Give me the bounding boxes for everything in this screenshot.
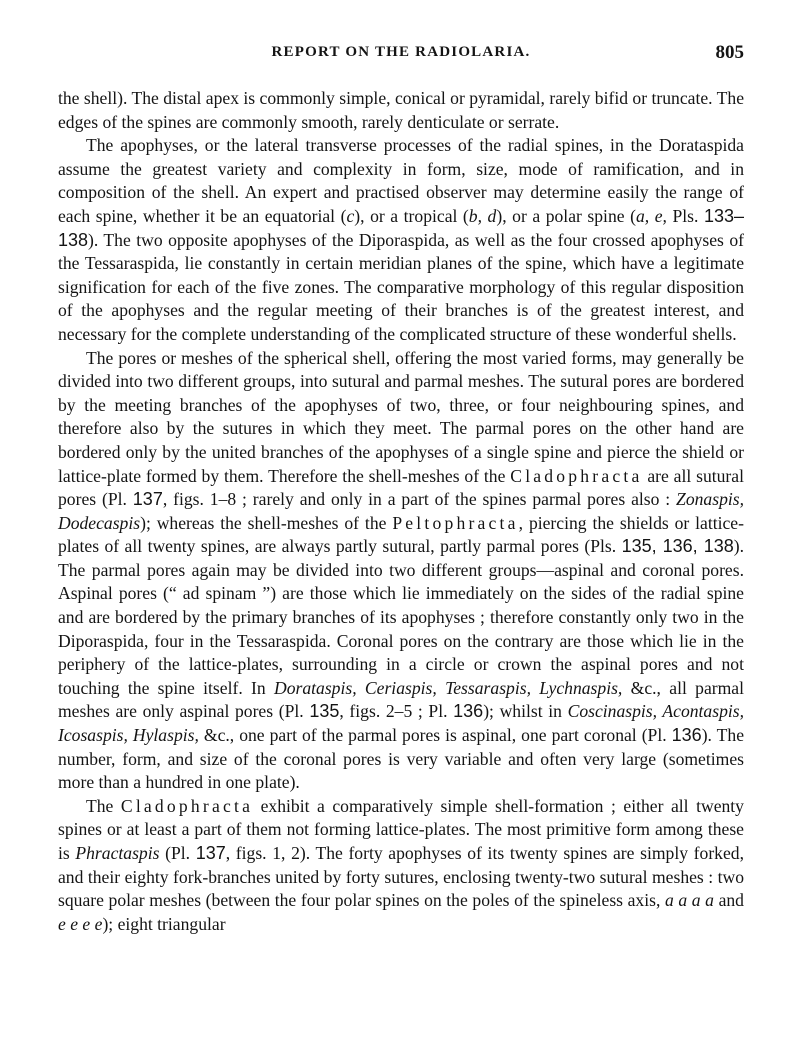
text-run: are all sutural pores (Pl. — [58, 465, 744, 510]
italic-term: c — [346, 205, 355, 226]
italic-term: Phractaspis — [75, 843, 160, 863]
page-number: 805 — [715, 42, 744, 63]
paragraph — [58, 134, 744, 346]
text-run: and — [713, 890, 744, 911]
text-run: exhibit a comparatively simple shell-formation ; either all twenty spines or at least a part of them not forming lattice-plates. The most primitive form among these is — [58, 795, 744, 863]
text-run: , figs. 1–8 ; rarely and only in a part of the spines parmal pores also : — [162, 489, 677, 510]
paragraph — [58, 795, 744, 937]
text-run: , figs. 1, 2). The forty apophyses of its twenty spines are simply forked, and their eighty fork-branches united by forty sutures, enclosing twenty-two sutural meshes : two square polar meshes (between the four polar spines on the poles of the spineless axis, — [58, 843, 744, 911]
text-run: ); whilst in — [483, 701, 568, 722]
paragraph — [58, 347, 744, 795]
running-title: REPORT ON THE RADIOLARIA. — [271, 44, 531, 60]
plate-reference: 133–138 — [58, 205, 744, 250]
text-run: &c., one part of the parmal pores is aspinal, one part coronal (Pl. — [198, 725, 672, 746]
text-run: , piercing the shields or lattice-plates of all twenty spines, are always partly sutural, partly parmal pores (Pls. — [58, 512, 744, 557]
italic-term: Zonaspis, Dodecaspis — [58, 489, 744, 533]
text-run: ). The parmal pores again may be divided into two different groups—aspinal and coronal pores. Aspinal pores (“ ad spinam ”) are those which lie immediately on the sides of the radial spine and are bordered by the primary branches of its apophyses ; therefore constantly only two in the Diporaspida, four in the Tessaraspida. Coronal pores on the contrary are those which lie in the periphery of the lattice-plates, surrounding in a circle or crown the aspinal pores and not touching the spine itself. In — [58, 536, 744, 698]
text-run: &c., all parmal meshes are only aspinal pores (Pl. — [58, 677, 745, 722]
italic-term: a, e, — [635, 205, 667, 226]
page-header — [58, 44, 744, 70]
italic-term: Dorataspis, Ceriaspis, Tessaraspis, Lychnaspis, — [274, 677, 623, 698]
spaced-term: Peltophracta — [392, 512, 519, 533]
plate-reference: 135, 136, 138 — [621, 536, 734, 557]
text-run: The — [86, 795, 121, 816]
italic-term: e e e e — [58, 913, 103, 934]
text-run: The pores or meshes of the spherical shell, offering the most varied forms, may generally be divided into two different groups, into sutural and parmal meshes. The sutural pores are bordered by the meeting branches of the apophyses of two, three, or four neighbouring spines, and therefore also by the sutures in which they meet. The parmal pores on the other hand are bordered only by the united branches of the apophyses of a single spine and pierce the shield or lattice-plate formed by them. Therefore the shell-meshes of the — [58, 347, 744, 486]
text-run: The apophyses, or the lateral transverse processes of the radial spines, in the Dorataspida assume the greatest variety and complexity in form, size, mode of ramification, and in composition of the shell. An expert and practised observer may determine easily the range of each spine, whether it be an equatorial ( — [58, 135, 744, 226]
spaced-term: Cladophracta — [120, 795, 254, 816]
spaced-term: Cladophracta — [510, 465, 643, 486]
text-run: Pls. — [666, 205, 704, 226]
italic-term: b, d — [468, 205, 497, 226]
paragraph — [58, 87, 744, 134]
text-run: ); whereas the shell-meshes of the — [140, 512, 393, 533]
italic-term: Coscinaspis, Acontaspis, Icosaspis, Hylaspis, — [58, 701, 744, 746]
text-run: ). The number, form, and size of the coronal pores is very variable and often very large (sometimes more than a hundred in one plate). — [58, 725, 745, 793]
text-run: ), or a polar spine ( — [496, 205, 636, 226]
plate-reference: 136 — [453, 701, 484, 722]
body-text — [58, 87, 744, 936]
text-run: (Pl. — [159, 843, 196, 863]
italic-term: a a a a — [664, 890, 714, 911]
text-run: the shell). The distal apex is commonly simple, conical or pyramidal, rarely bifid or truncate. The edges of the spines are commonly smooth, rarely denticulate or serrate. — [58, 88, 744, 132]
text-run: ), or a tropical ( — [354, 205, 469, 226]
plate-reference: 137 — [195, 843, 226, 863]
plate-reference: 137 — [132, 489, 163, 510]
text-run: ); eight triangular — [102, 913, 226, 934]
plate-reference: 136 — [671, 725, 702, 746]
text-run: , figs. 2–5 ; Pl. — [339, 701, 454, 722]
text-run: ). The two opposite apophyses of the Diporaspida, as well as the four crossed apophyses of the Tessaraspida, lie constantly in certain meridian planes of the spine, which have a legitimate signification for each of the five zones. The comparative morphology of this regular disposition of the apophyses and the regular meeting of their branches is of the greatest interest, and necessary for the complete understanding of the complicated structure of these wonderful shells. — [58, 229, 744, 344]
plate-reference: 135 — [309, 701, 340, 722]
